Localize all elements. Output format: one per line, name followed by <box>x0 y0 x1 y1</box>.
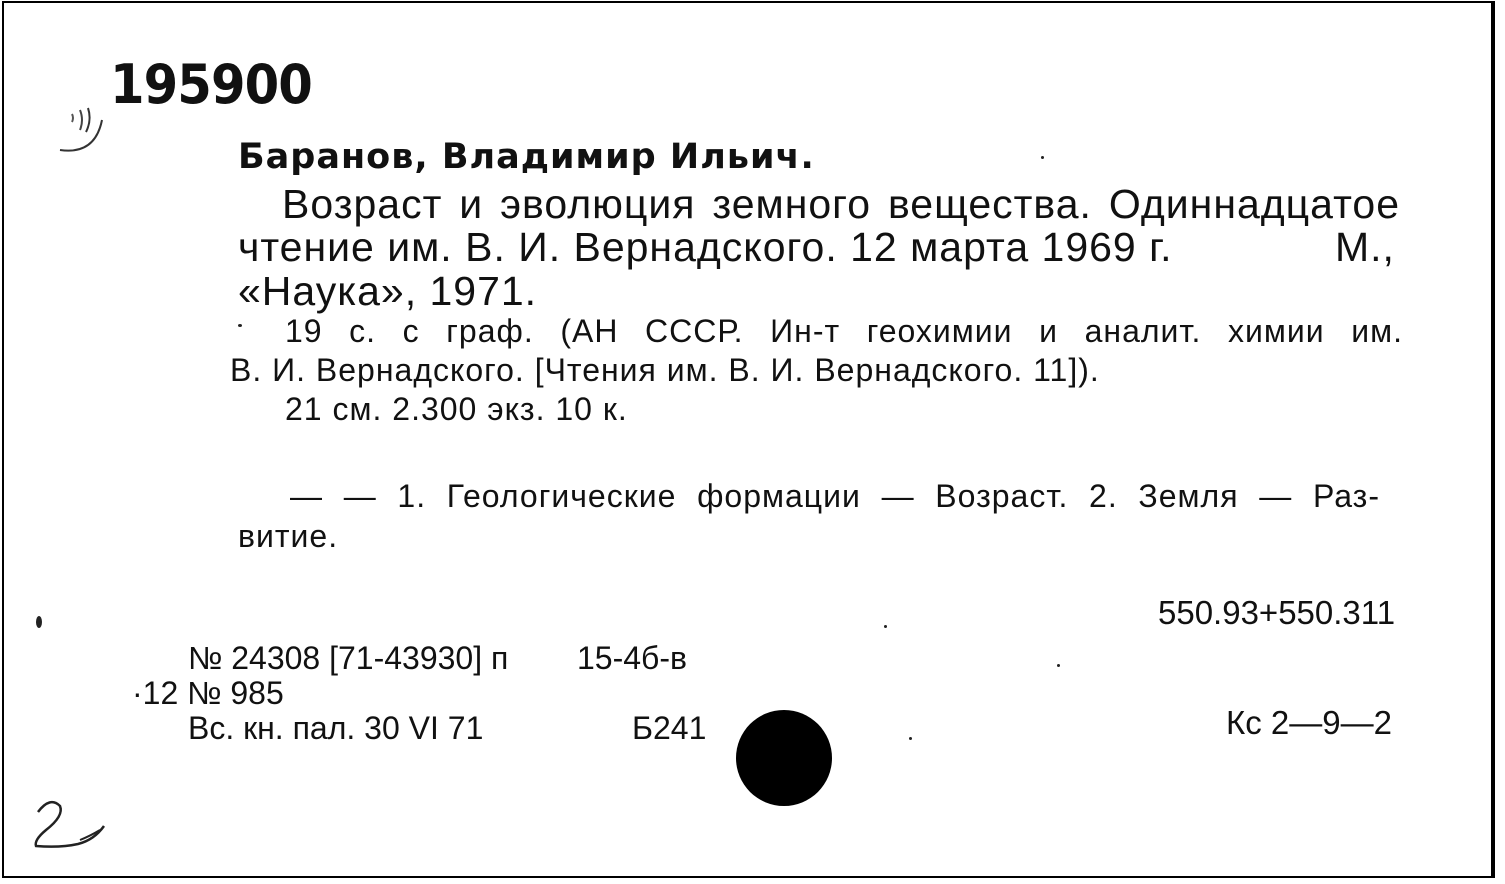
footer-line-1-code: 15-4б-в <box>577 640 688 676</box>
description-line-2: В. И. Вернадского. [Чтения им. В. И. Вернадского. 11]). <box>230 352 1100 388</box>
stamp-mark <box>40 80 120 160</box>
publisher-place: М., <box>1335 224 1395 270</box>
ink-speck <box>909 737 912 740</box>
footer-line-1: № 24308 [71-43930] п <box>188 640 509 676</box>
ink-speck <box>36 616 42 628</box>
ink-speck <box>1057 664 1060 667</box>
title-line-2: чтение им. В. И. Вернадского. 12 марта 1969 г. <box>238 224 1173 270</box>
ink-speck <box>884 625 887 628</box>
ink-speck <box>238 324 242 327</box>
description-line-1: 19 с. с граф. (АН СССР. Ин-т геохимии и аналит. химии им. <box>285 313 1403 349</box>
author-heading: Баранов, Владимир Ильич. <box>238 137 815 177</box>
footer-line-3-code: Б241 <box>632 710 707 746</box>
udc-code: 550.93+550.311 <box>1158 594 1396 631</box>
footer-line-2: ·12 № 985 <box>132 675 284 711</box>
handwritten-mark <box>20 790 130 870</box>
classification-code: Кс 2—9—2 <box>1226 704 1392 741</box>
description-line-3: 21 см. 2.300 экз. 10 к. <box>285 391 628 427</box>
subject-line-1: — — 1. Геологические формации — Возраст. 2. Земля — Раз- <box>290 478 1380 514</box>
subject-line-2: витие. <box>238 518 339 554</box>
title-line-1: Возраст и эволюция земного вещества. Одиннадцатое <box>282 181 1400 227</box>
catalog-number: 195900 <box>110 53 312 116</box>
title-line-3: «Наука», 1971. <box>238 268 538 314</box>
footer-line-3: Вс. кн. пал. 30 VI 71 <box>188 710 484 746</box>
punch-hole <box>736 710 832 806</box>
ink-speck <box>1041 156 1044 159</box>
